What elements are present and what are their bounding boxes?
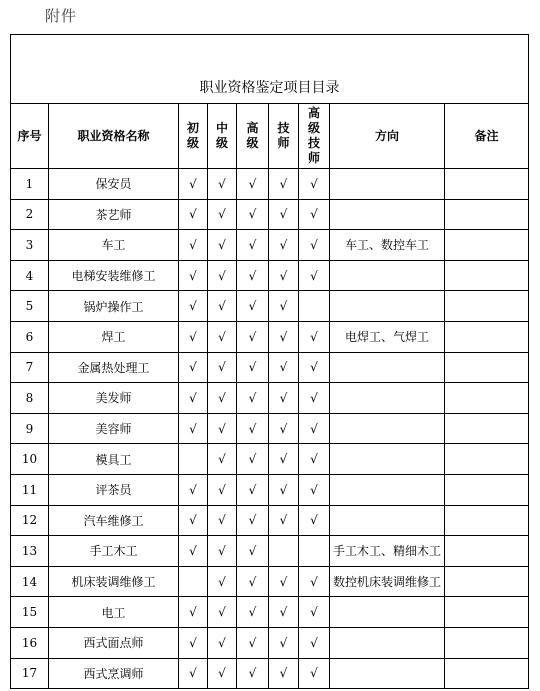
- row-direction: [330, 505, 445, 536]
- header-zhongji: [208, 104, 237, 169]
- check-chuji: √: [179, 383, 208, 414]
- header-seq: 序号: [11, 104, 49, 169]
- check-chuji: √: [179, 597, 208, 628]
- check-zhongji: √: [208, 230, 237, 261]
- row-remark: [445, 230, 529, 261]
- row-seq: 2: [11, 199, 49, 230]
- row-remark: [445, 536, 529, 567]
- row-direction: [330, 199, 445, 230]
- check-zhongji: √: [208, 413, 237, 444]
- check-jishi: √: [269, 597, 299, 628]
- check-gaojijishi: [299, 291, 330, 322]
- table-row: [11, 566, 529, 597]
- check-jishi: √: [269, 566, 299, 597]
- check-gaojijishi: √: [299, 597, 330, 628]
- check-zhongji: √: [208, 505, 237, 536]
- header-chuji: [179, 104, 208, 169]
- row-remark: [445, 383, 529, 414]
- row-remark: [445, 413, 529, 444]
- check-jishi: √: [269, 291, 299, 322]
- header-gaojijishi-text: 高 级 技 师: [307, 106, 320, 165]
- table-row: [11, 199, 529, 230]
- row-qualification-name: 锅炉操作工: [49, 291, 179, 322]
- check-chuji: √: [179, 505, 208, 536]
- row-seq: 3: [11, 230, 49, 261]
- row-remark: [445, 260, 529, 291]
- row-seq: 12: [11, 505, 49, 536]
- check-chuji: √: [179, 199, 208, 230]
- table-row: [11, 352, 529, 383]
- row-qualification-name: 电工: [49, 597, 179, 628]
- check-chuji: √: [179, 352, 208, 383]
- check-zhongji: √: [208, 352, 237, 383]
- check-zhongji: √: [208, 566, 237, 597]
- header-gaojijishi: [299, 104, 330, 169]
- row-direction: 车工、数控车工: [330, 230, 445, 261]
- check-gaoji: √: [237, 413, 269, 444]
- check-jishi: √: [269, 444, 299, 475]
- row-direction: [330, 474, 445, 505]
- check-chuji: √: [179, 474, 208, 505]
- header-row: [11, 104, 529, 169]
- check-gaoji: √: [237, 321, 269, 352]
- check-gaojijishi: √: [299, 321, 330, 352]
- check-chuji: √: [179, 627, 208, 658]
- table-row: [11, 413, 529, 444]
- check-gaojijishi: √: [299, 230, 330, 261]
- check-jishi: √: [269, 230, 299, 261]
- check-chuji: √: [179, 413, 208, 444]
- row-remark: [445, 658, 529, 689]
- row-remark: [445, 291, 529, 322]
- check-jishi: √: [269, 169, 299, 200]
- row-remark: [445, 444, 529, 475]
- row-direction: 电焊工、气焊工: [330, 321, 445, 352]
- row-direction: [330, 169, 445, 200]
- table-row: [11, 260, 529, 291]
- table-row: [11, 169, 529, 200]
- check-gaoji: √: [237, 627, 269, 658]
- table-row: [11, 321, 529, 352]
- check-jishi: √: [269, 383, 299, 414]
- header-jishi: [269, 104, 299, 169]
- row-remark: [445, 474, 529, 505]
- row-direction: [330, 260, 445, 291]
- check-gaojijishi: √: [299, 199, 330, 230]
- row-qualification-name: 机床装调维修工: [49, 566, 179, 597]
- row-qualification-name: 电梯安装维修工: [49, 260, 179, 291]
- check-jishi: √: [269, 321, 299, 352]
- check-zhongji: √: [208, 260, 237, 291]
- check-gaojijishi: √: [299, 383, 330, 414]
- check-jishi: √: [269, 505, 299, 536]
- check-zhongji: √: [208, 199, 237, 230]
- check-chuji: √: [179, 536, 208, 567]
- check-gaojijishi: √: [299, 566, 330, 597]
- table-row: [11, 383, 529, 414]
- row-remark: [445, 597, 529, 628]
- table-row: [11, 597, 529, 628]
- header-remark: 备注: [445, 104, 529, 169]
- check-chuji: √: [179, 260, 208, 291]
- check-gaoji: √: [237, 352, 269, 383]
- row-remark: [445, 169, 529, 200]
- check-jishi: √: [269, 352, 299, 383]
- check-zhongji: √: [208, 597, 237, 628]
- check-chuji: √: [179, 169, 208, 200]
- check-gaoji: √: [237, 444, 269, 475]
- check-gaoji: √: [237, 169, 269, 200]
- row-direction: 手工木工、精细木工: [330, 536, 445, 567]
- row-seq: 7: [11, 352, 49, 383]
- row-seq: 16: [11, 627, 49, 658]
- check-gaojijishi: √: [299, 474, 330, 505]
- row-qualification-name: 美容师: [49, 413, 179, 444]
- row-seq: 15: [11, 597, 49, 628]
- row-qualification-name: 评茶员: [49, 474, 179, 505]
- check-jishi: √: [269, 260, 299, 291]
- check-gaoji: √: [237, 658, 269, 689]
- table-row: [11, 291, 529, 322]
- header-name: 职业资格名称: [49, 104, 179, 169]
- row-direction: [330, 627, 445, 658]
- check-jishi: √: [269, 627, 299, 658]
- check-chuji: √: [179, 230, 208, 261]
- row-qualification-name: 模具工: [49, 444, 179, 475]
- row-seq: 17: [11, 658, 49, 689]
- check-chuji: [179, 444, 208, 475]
- row-qualification-name: 保安员: [49, 169, 179, 200]
- check-zhongji: √: [208, 321, 237, 352]
- row-remark: [445, 566, 529, 597]
- table-title: 职业资格鉴定项目目录: [11, 35, 529, 104]
- row-remark: [445, 352, 529, 383]
- check-chuji: [179, 566, 208, 597]
- table-row: [11, 444, 529, 475]
- row-seq: 11: [11, 474, 49, 505]
- row-direction: [330, 352, 445, 383]
- check-zhongji: √: [208, 536, 237, 567]
- check-gaoji: √: [237, 383, 269, 414]
- check-zhongji: √: [208, 169, 237, 200]
- row-direction: 数控机床装调维修工: [330, 566, 445, 597]
- header-zhongji-text: 中 级: [215, 121, 228, 150]
- check-jishi: √: [269, 658, 299, 689]
- check-gaojijishi: √: [299, 505, 330, 536]
- check-gaoji: √: [237, 199, 269, 230]
- row-direction: [330, 383, 445, 414]
- check-jishi: [269, 536, 299, 567]
- check-gaojijishi: √: [299, 627, 330, 658]
- row-qualification-name: 西式烹调师: [49, 658, 179, 689]
- table-row: [11, 505, 529, 536]
- check-gaojijishi: √: [299, 352, 330, 383]
- row-qualification-name: 车工: [49, 230, 179, 261]
- check-gaojijishi: √: [299, 413, 330, 444]
- row-qualification-name: 汽车维修工: [49, 505, 179, 536]
- check-zhongji: √: [208, 291, 237, 322]
- qualification-table: [10, 34, 529, 689]
- row-qualification-name: 茶艺师: [49, 199, 179, 230]
- check-gaoji: √: [237, 597, 269, 628]
- check-jishi: √: [269, 474, 299, 505]
- check-jishi: √: [269, 413, 299, 444]
- check-chuji: √: [179, 321, 208, 352]
- attachment-label: 附件: [45, 7, 78, 25]
- row-seq: 4: [11, 260, 49, 291]
- table-row: [11, 474, 529, 505]
- row-qualification-name: 手工木工: [49, 536, 179, 567]
- row-direction: [330, 413, 445, 444]
- row-remark: [445, 627, 529, 658]
- check-zhongji: √: [208, 627, 237, 658]
- check-zhongji: √: [208, 658, 237, 689]
- header-jishi-text: 技 师: [277, 121, 290, 150]
- row-seq: 14: [11, 566, 49, 597]
- header-gaoji: [237, 104, 269, 169]
- header-chuji-text: 初 级: [186, 121, 199, 150]
- check-gaoji: √: [237, 536, 269, 567]
- check-gaoji: √: [237, 474, 269, 505]
- check-gaoji: √: [237, 230, 269, 261]
- row-qualification-name: 美发师: [49, 383, 179, 414]
- check-gaoji: √: [237, 260, 269, 291]
- table-row: [11, 658, 529, 689]
- check-gaojijishi: [299, 536, 330, 567]
- row-seq: 13: [11, 536, 49, 567]
- row-qualification-name: 焊工: [49, 321, 179, 352]
- row-qualification-name: 西式面点师: [49, 627, 179, 658]
- header-gaoji-text: 高 级: [246, 121, 259, 150]
- row-remark: [445, 321, 529, 352]
- check-gaoji: √: [237, 566, 269, 597]
- check-gaoji: √: [237, 505, 269, 536]
- row-direction: [330, 291, 445, 322]
- row-direction: [330, 658, 445, 689]
- check-jishi: √: [269, 199, 299, 230]
- row-seq: 8: [11, 383, 49, 414]
- check-zhongji: √: [208, 444, 237, 475]
- row-seq: 5: [11, 291, 49, 322]
- row-remark: [445, 199, 529, 230]
- check-chuji: √: [179, 658, 208, 689]
- table-row: [11, 230, 529, 261]
- row-direction: [330, 444, 445, 475]
- check-gaojijishi: √: [299, 169, 330, 200]
- row-seq: 1: [11, 169, 49, 200]
- check-gaojijishi: √: [299, 444, 330, 475]
- row-seq: 6: [11, 321, 49, 352]
- table-row: [11, 536, 529, 567]
- table-row: [11, 627, 529, 658]
- check-zhongji: √: [208, 383, 237, 414]
- row-seq: 10: [11, 444, 49, 475]
- row-seq: 9: [11, 413, 49, 444]
- check-zhongji: √: [208, 474, 237, 505]
- row-direction: [330, 597, 445, 628]
- check-gaoji: √: [237, 291, 269, 322]
- row-qualification-name: 金属热处理工: [49, 352, 179, 383]
- row-remark: [445, 505, 529, 536]
- header-direction: 方向: [330, 104, 445, 169]
- check-gaojijishi: √: [299, 658, 330, 689]
- check-chuji: √: [179, 291, 208, 322]
- check-gaojijishi: √: [299, 260, 330, 291]
